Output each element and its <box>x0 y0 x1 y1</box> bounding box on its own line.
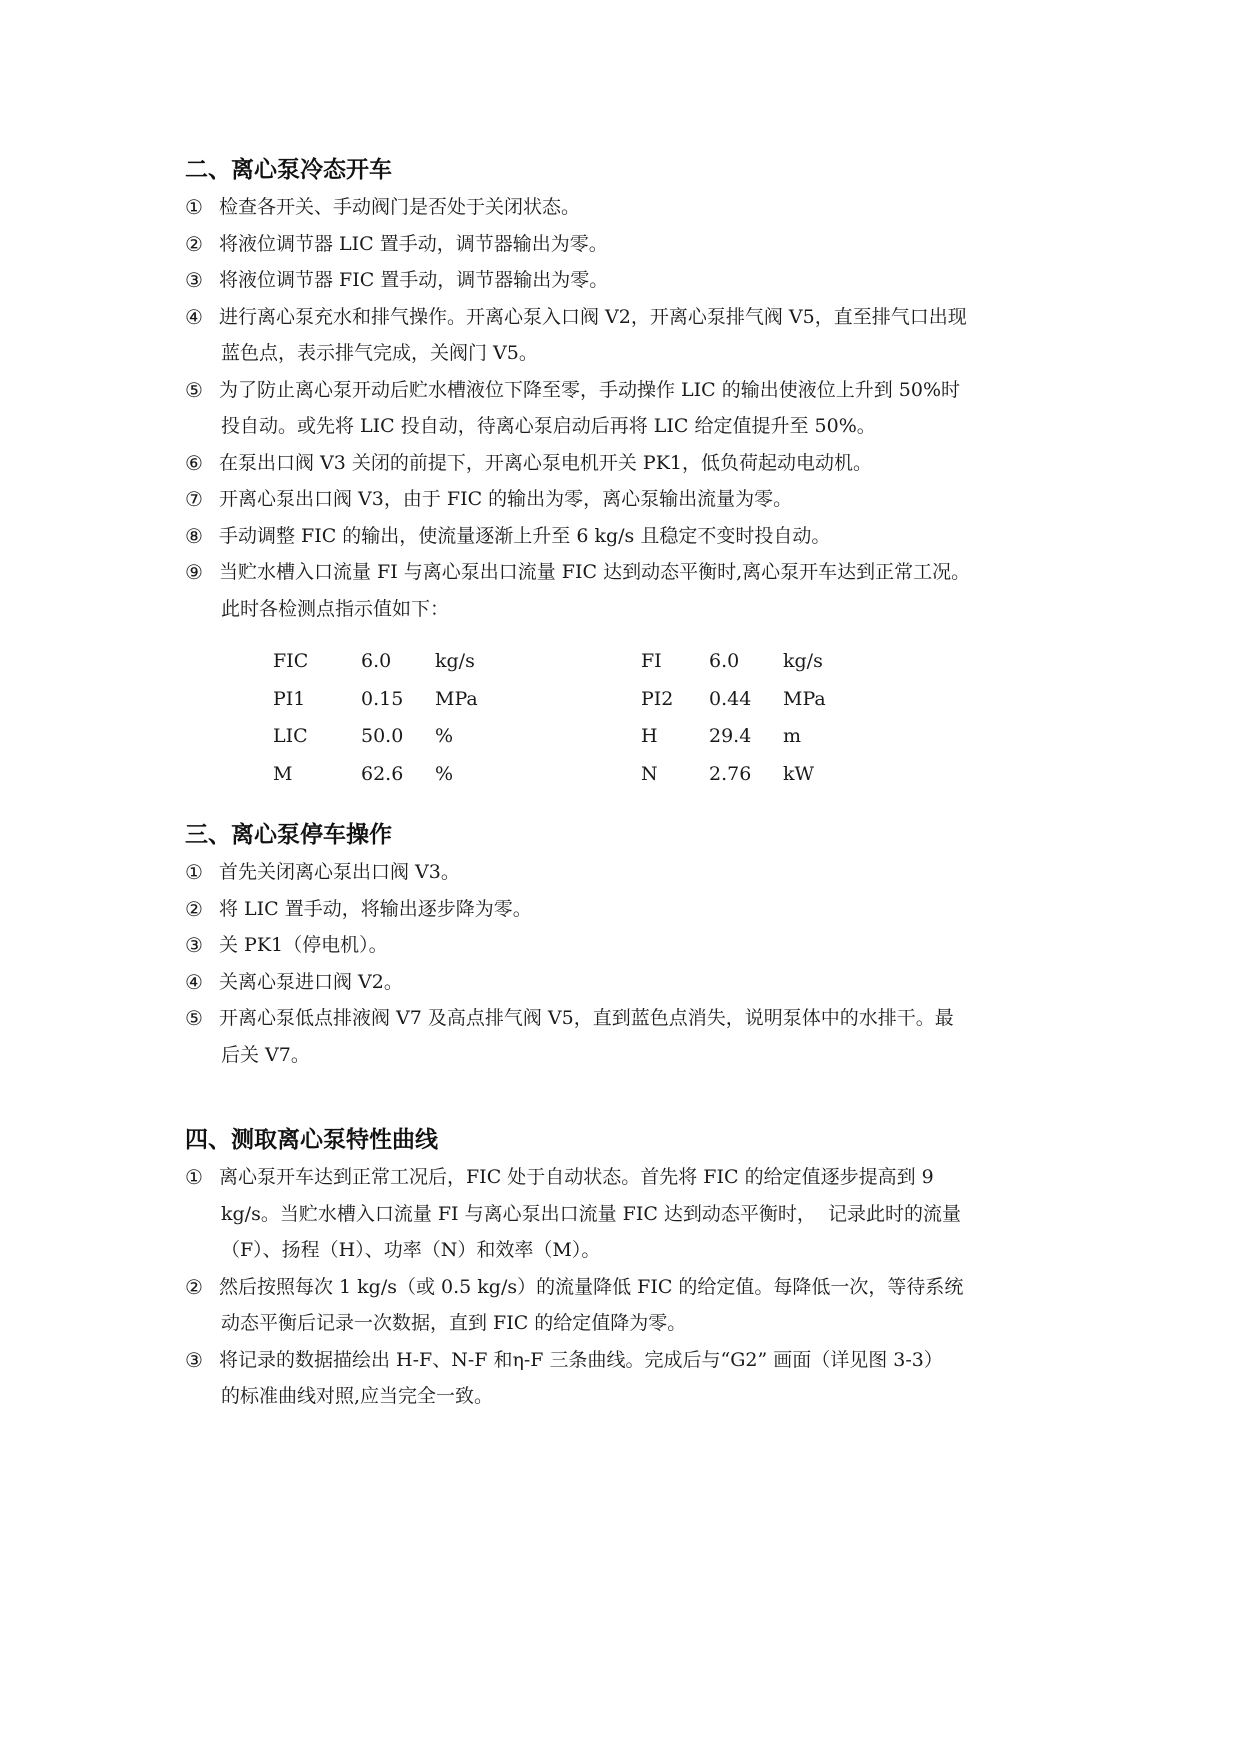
reading-value: 0.44 <box>709 687 752 710</box>
reading-name: FIC <box>273 650 309 672</box>
list-item <box>185 854 1085 891</box>
reading-name: N <box>641 762 658 785</box>
item-number: ① <box>185 1165 203 1189</box>
item-text: 检查各开关、手动阀门是否处于关闭状态。 <box>219 196 581 218</box>
item-text: 将 LIC 置手动，将输出逐步降为零。 <box>219 897 532 920</box>
item-text: 关离心泵进口阀 V2。 <box>219 970 403 993</box>
item-text: 手动调整 FIC 的输出，使流量逐渐上升至 6 kg/s 且稳定不变时投自动。 <box>219 524 831 547</box>
reading-value: 6.0 <box>709 650 740 672</box>
item-number: ④ <box>185 304 203 329</box>
reading-unit: kW <box>783 762 815 785</box>
reading-unit: MPa <box>783 687 826 710</box>
item-text: 将液位调节器 FIC 置手动，调节器输出为零。 <box>219 269 609 291</box>
reading-unit: MPa <box>435 687 478 710</box>
item-number: ① <box>185 860 203 884</box>
list-item <box>185 927 1085 964</box>
list-item <box>185 518 1085 555</box>
table-row <box>273 718 873 756</box>
list-item <box>185 1159 1085 1196</box>
list-item <box>185 964 1085 1001</box>
list-item <box>185 1342 1085 1379</box>
reading-name: M <box>273 762 293 785</box>
item-number: ③ <box>185 1347 203 1372</box>
table-row <box>273 643 873 681</box>
item-number: ② <box>185 1274 203 1299</box>
list-item <box>185 554 1085 591</box>
item-continuation: （F）、扬程（H）、功率（N）和效率（M）。 <box>221 1239 601 1261</box>
item-text: 首先关闭离心泵出口阀 V3。 <box>219 861 460 883</box>
item-text: 关 PK1（停电机）。 <box>219 934 388 956</box>
item-number: ⑦ <box>185 487 203 511</box>
list-item <box>185 372 1085 409</box>
section-shutdown <box>185 820 1085 1073</box>
item-text: 为了防止离心泵开动后贮水槽液位下降至零，手动操作 LIC 的输出使液位上升到 50%时 <box>219 378 961 401</box>
item-continuation: 后关 V7。 <box>221 1043 310 1066</box>
table-row <box>273 681 873 719</box>
item-number: ① <box>185 195 203 219</box>
list-item <box>185 891 1085 928</box>
item-text: 开离心泵低点排液阀 V7 及高点排气阀 V5，直到蓝色点消失，说明泵体中的水排干。最 <box>219 1007 954 1029</box>
reading-value: 2.76 <box>709 762 752 785</box>
reading-name: PI2 <box>641 687 674 710</box>
item-number: ③ <box>185 268 203 292</box>
item-number: ⑨ <box>185 560 203 584</box>
item-text: 在泵出口阀 V3 关闭的前提下，开离心泵电机开关 PK1，低负荷起动电动机。 <box>219 451 872 474</box>
list-item <box>185 1000 1085 1037</box>
item-text: 离心泵开车达到正常工况后，FIC 处于自动状态。首先将 FIC 的给定值逐步提高到 9 <box>219 1166 934 1188</box>
reading-unit: % <box>435 762 454 785</box>
readings-table <box>273 643 873 793</box>
list-item <box>185 226 1085 263</box>
reading-name: LIC <box>273 725 308 747</box>
item-text: 然后按照每次 1 kg/s（或 0.5 kg/s）的流量降低 FIC 的给定值。每降低一次，等待系统 <box>219 1275 964 1298</box>
item-number: ② <box>185 231 203 256</box>
item-number: ⑥ <box>185 450 203 475</box>
reading-value: 0.15 <box>361 687 404 710</box>
item-number: ⑤ <box>185 377 203 402</box>
section-characteristic-curves <box>185 1125 1085 1415</box>
list-item <box>185 299 1085 336</box>
table-row <box>273 756 873 794</box>
list-item <box>185 1269 1085 1306</box>
item-continuation: 动态平衡后记录一次数据，直到 FIC 的给定值降为零。 <box>221 1312 687 1334</box>
item-number: ③ <box>185 933 203 957</box>
item-text: 当贮水槽入口流量 FI 与离心泵出口流量 FIC 达到动态平衡时,离心泵开车达到正常工况。 <box>219 561 971 583</box>
reading-name: H <box>641 725 658 747</box>
item-text: 将液位调节器 LIC 置手动，调节器输出为零。 <box>219 232 608 255</box>
section-title: 三、离心泵停车操作 <box>185 822 392 848</box>
item-number: ② <box>185 896 203 921</box>
item-text: 进行离心泵充水和排气操作。开离心泵入口阀 V2，开离心泵排气阀 V5，直至排气口出现 <box>219 305 967 328</box>
reading-value: 6.0 <box>361 650 392 672</box>
section-cold-start <box>185 155 1085 627</box>
item-number: ⑧ <box>185 523 203 548</box>
reading-name: PI1 <box>273 687 306 710</box>
list-item <box>185 262 1085 299</box>
reading-value: 50.0 <box>361 725 404 747</box>
reading-name: FI <box>641 650 662 672</box>
reading-value: 62.6 <box>361 762 404 785</box>
reading-unit: m <box>783 725 802 747</box>
item-continuation: 蓝色点，表示排气完成，关阀门 V5。 <box>221 342 538 364</box>
list-item <box>185 445 1085 482</box>
item-text: 开离心泵出口阀 V3，由于 FIC 的输出为零，离心泵输出流量为零。 <box>219 488 793 510</box>
item-text: 将记录的数据描绘出 H-F、N-F 和η-F 三条曲线。完成后与“G2” 画面（详见图 3-3） <box>219 1348 943 1371</box>
item-continuation: 的标准曲线对照,应当完全一致。 <box>221 1385 494 1407</box>
reading-unit: kg/s <box>783 650 823 672</box>
item-continuation: 投自动。或先将 LIC 投自动，待离心泵启动后再将 LIC 给定值提升至 50%。 <box>221 415 876 437</box>
item-continuation: kg/s。当贮水槽入口流量 FI 与离心泵出口流量 FIC 达到动态平衡时， 记录此时的流量 <box>221 1202 961 1225</box>
list-item <box>185 481 1085 518</box>
reading-unit: kg/s <box>435 650 475 672</box>
item-number: ⑤ <box>185 1006 203 1030</box>
item-number: ④ <box>185 969 203 994</box>
item-continuation: 此时各检测点指示值如下： <box>221 597 450 620</box>
section-title: 二、离心泵冷态开车 <box>185 157 392 183</box>
list-item <box>185 189 1085 226</box>
section-title: 四、测取离心泵特性曲线 <box>185 1127 438 1153</box>
reading-unit: % <box>435 725 454 747</box>
reading-value: 29.4 <box>709 725 752 747</box>
